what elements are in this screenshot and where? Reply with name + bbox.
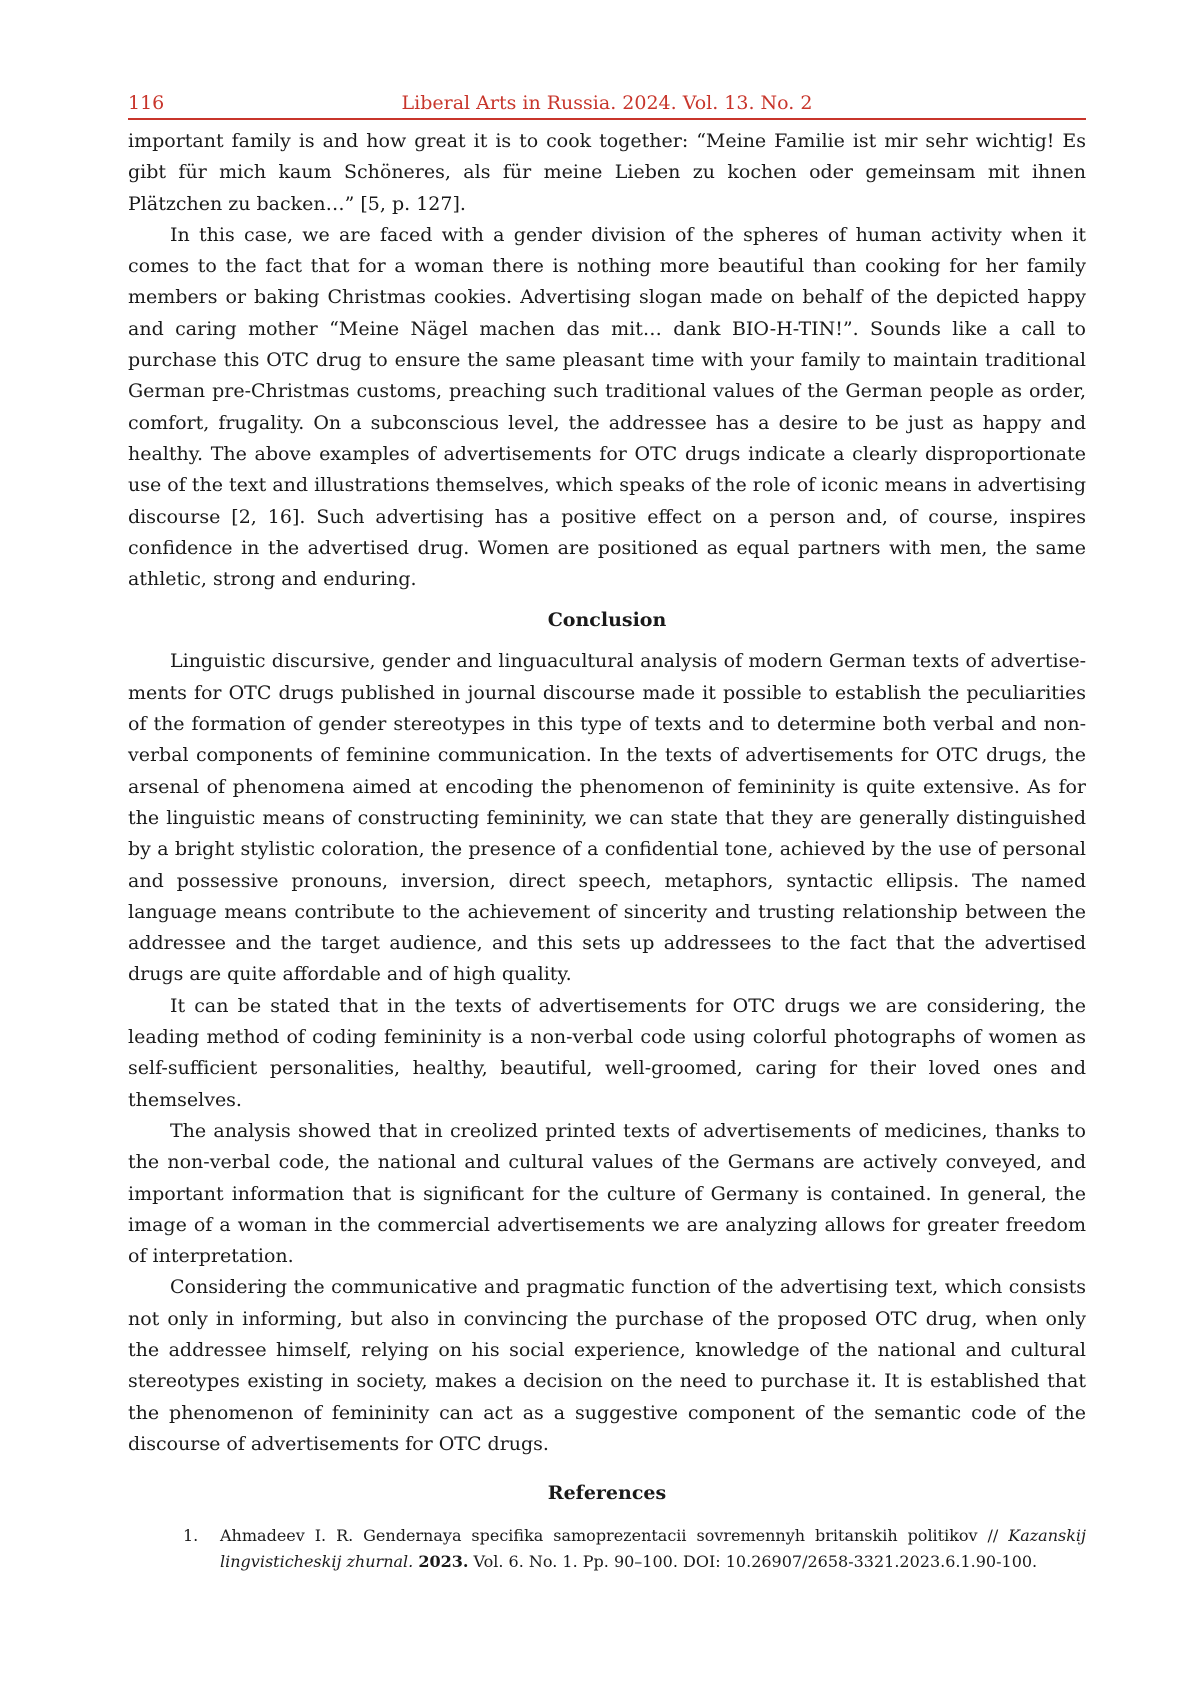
page-number: 116 [128, 92, 165, 114]
section-heading-conclusion: Conclusion [547, 609, 667, 632]
reference-authors-title: Ahmadeev I. R. Gendernaya specifika samoprezentacii sovremennyh britanskih politikov // [220, 1526, 1009, 1546]
reference-item [128, 1523, 1086, 1575]
paragraph: It can be stated that in the texts of advertisements for OTC drugs we are considering, the leading method of coding femininity is a non-verbal code using colorful photographs of women as self-sufficient personalities, healthy, beautiful, well-groomed, caring for their loved ones and themselves. [128, 994, 1086, 1111]
paragraph: Considering the communicative and pragmatic function of the advertising text, which consists not only in informing, but also in convincing the purchase of the proposed OTC drug, when only the addressee himself, relying on his social experience, knowledge of the national and cultural stereotypes existing in society, makes a decision on the need to purchase it. It is established that the phenomenon of femininity can act as a suggestive component of the semantic code of the discourse of advertisements for OTC drugs. [128, 1276, 1086, 1455]
paragraph: In this case, we are faced with a gender division of the spheres of human activity when it comes to the fact that for a woman there is nothing more beautiful than cooking for her family members or baking Christmas cookies. Advertising slogan made on behalf of the depicted happy and caring mother “Meine Nägel machen das mit… dank BIO-H-TIN!”. Sounds like a call to purchase this OTC drug to ensure the same pleasant time with your family to maintain traditional German pre-Christmas customs, preaching such traditional values of the German people as order, comfort, frugality. On a subconscious level, the addressee has a desire to be just as happy and healthy. The above examples of advertisements for OTC drugs indicate a clearly disproportionate use of the text and illustrations themselves, which speaks of the role of iconic means in advertising discourse [2, 16]. Such advertising has a positive effect on a person and, of course, inspires confidence in the advertised drug. Women are positioned as equal partners with men, the same athletic, strong and enduring. [128, 223, 1086, 591]
reference-details: Vol. 6. No. 1. Pp. 90–100. DOI: 10.26907/2658-3321.2023.6.1.90-100. [468, 1552, 1038, 1572]
article-body [128, 126, 1086, 1575]
page [128, 88, 1086, 1575]
running-header [128, 88, 1086, 120]
reference-year: 2023. [418, 1552, 469, 1572]
journal-title: Liberal Arts in Russia. 2024. Vol. 13. No. 2 [401, 92, 813, 114]
paragraph: The analysis showed that in creolized printed texts of advertisements of medicines, thanks to the non-verbal code, the national and cultural values of the Germans are actively conveyed, and important information that is significant for the culture of Germany is contained. In general, the image of a woman in the commercial advertisements we are analyzing allows for greater freedom of interpretation. [128, 1119, 1086, 1268]
reference-list [128, 1523, 1086, 1575]
paragraph: important family is and how great it is to cook together: “Meine Familie ist mir sehr wichtig! Es gibt für mich kaum Schöneres, als für meine Lieben zu kochen oder gemeinsam mit ihnen Plätzchen zu backen…” [5, p. 127]. [128, 130, 1086, 215]
reference-journal: Kazanskij lingvisticheskij zhurnal. [220, 1526, 1086, 1572]
paragraph: Linguistic discursive, gender and linguacultural analysis of modern German texts of advertisements for OTC drugs published in journal discourse made it possible to establish the peculiarities of the formation of gender stereotypes in this type of texts and to determine both verbal and non-verbal components of feminine communication. In the texts of advertisements for OTC drugs, the arsenal of phenomena aimed at encoding the phenomenon of femininity is quite extensive. As for the linguistic means of constructing femininity, we can state that they are generally distinguished by a bright stylistic coloration, the presence of a confidential tone, achieved by the use of personal and possessive pronouns, inversion, direct speech, metaphors, syntactic ellipsis. The named language means contribute to the achievement of sincerity and trusting relationship between the addressee and the target audience, and this sets up addressees to the fact that the advertised drugs are quite affordable and of high quality. [128, 650, 1086, 986]
section-heading-references: References [547, 1482, 667, 1505]
reference-number: 1. [183, 1526, 199, 1546]
